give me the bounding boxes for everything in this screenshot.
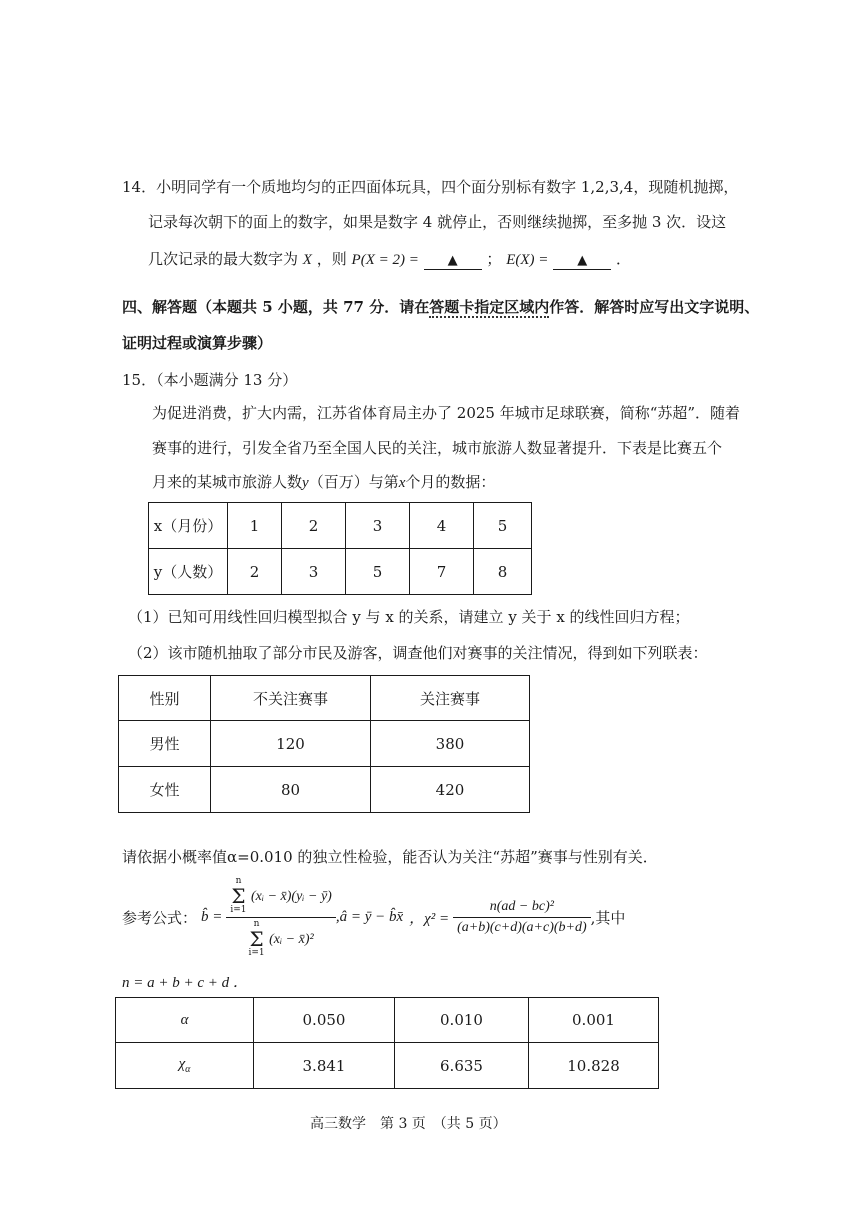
table-cell: 8 [474, 549, 532, 595]
table-cell: 2 [282, 503, 346, 549]
table-row-alpha [116, 998, 659, 1043]
table-cell: x（月份） [149, 503, 228, 549]
critical-value-table [115, 997, 659, 1089]
q14-p-expr: P(X = 2) = [351, 252, 419, 268]
sum-bottom: i=1 [248, 947, 265, 958]
table-header-cell: 关注赛事 [371, 676, 530, 721]
q15-part1: （1）已知可用线性回归模型拟合 y 与 x 的关系，请建立 y 关于 x 的线性回归方程； [128, 608, 690, 626]
table-cell: 2 [228, 549, 282, 595]
table-cell: 380 [371, 721, 530, 767]
section4-line1 [122, 296, 759, 317]
reference-formulas [122, 875, 626, 958]
q15-p2: 赛事的进行，引发全省乃至全国人民的关注，城市旅游人数显著提升．下表是比赛五个 [152, 439, 723, 457]
table-cell: 男性 [119, 721, 211, 767]
table-cell: 3 [282, 549, 346, 595]
sum-symbol [230, 877, 246, 915]
q14-var-x: X [302, 252, 312, 268]
b-hat-fraction [226, 877, 335, 958]
ref-label: 参考公式： [122, 908, 198, 927]
table-cell: α [116, 998, 254, 1043]
table-cell: 6.635 [395, 1043, 529, 1089]
table-row-chi [116, 1043, 659, 1089]
table-cell: y（人数） [149, 549, 228, 595]
table-cell: 5 [346, 549, 410, 595]
b-numerator [226, 877, 335, 918]
q14-line2: 记录每次朝下的面上的数字，如果是数字 4 就停止，否则继续抛掷，至多抛 3 次．设这 [148, 213, 727, 231]
q15-p3-x: x [398, 475, 406, 491]
q15-p3-c: 个月的数据： [405, 473, 496, 491]
section4-line1-a: 四、解答题（本题共 5 小题，共 77 分．请在 [122, 298, 430, 316]
sigma-glyph: Σ [231, 883, 246, 908]
q14-end: ． [615, 250, 631, 268]
table-cell: 4 [410, 503, 474, 549]
table-cell: 10.828 [529, 1043, 659, 1089]
sum-bottom: i=1 [230, 904, 247, 915]
table-cell: 1 [228, 503, 282, 549]
independence-test-line: 请依据小概率值α=0.010 的独立性检验，能否认为关注“苏超”赛事与性别有关． [122, 848, 658, 866]
qizhong: ,其中 [590, 908, 626, 927]
q14-line3 [148, 248, 631, 270]
table-cell: 0.050 [254, 998, 395, 1043]
a-hat: ,â = ȳ − b̂x̄ [335, 908, 404, 925]
table-cell: 80 [211, 767, 371, 813]
section4-line1-c: 作答．解答时应写出文字说明、 [549, 298, 760, 316]
table-cell: 3 [346, 503, 410, 549]
b-hat: b̂ = [201, 908, 223, 925]
q15-part2: （2）该市随机抽取了部分市民及游客，调查他们对赛事的关注情况，得到如下列联表： [128, 644, 708, 662]
chi-denominator: (a+b)(c+d)(a+c)(b+d) [457, 919, 587, 935]
table-cell: 5 [474, 503, 532, 549]
table-row-y [149, 549, 532, 595]
chi-subscript: α [185, 1064, 191, 1075]
table-cell: 0.010 [395, 998, 529, 1043]
table-row [119, 767, 530, 813]
table-cell: 3.841 [254, 1043, 395, 1089]
table-header-row [119, 676, 530, 721]
sigma-glyph: Σ [249, 926, 264, 951]
data-table-xy [148, 502, 532, 595]
q14-line1: 14．小明同学有一个质地均匀的正四面体玩具，四个面分别标有数字 1,2,3,4，现随机抛掷， [122, 178, 739, 196]
sum-top: n [235, 875, 242, 886]
q15-p3 [152, 471, 495, 492]
chi-numerator: n(ad − bc)² [453, 899, 591, 918]
contingency-table [118, 675, 530, 813]
q15-p3-a: 月来的某城市旅游人数 [152, 473, 303, 491]
table-cell: 0.001 [529, 998, 659, 1043]
sum-symbol [248, 920, 264, 958]
section4-line2: 证明过程或演算步骤） [122, 334, 273, 352]
b-denominator-expr: (xᵢ − x̄)² [269, 931, 314, 947]
q14-line3-a: 几次记录的最大数字为 [148, 250, 299, 268]
q14-line3-b: ，则 [316, 250, 347, 268]
page-footer: 高三数学 第 3 页 （共 5 页） [310, 1116, 507, 1132]
table-header-cell: 性别 [119, 676, 211, 721]
q15-header: 15．（本小题满分 13 分） [122, 371, 298, 389]
table-cell: 420 [371, 767, 530, 813]
answer-blank-2: ▲ [553, 253, 611, 270]
q14-sep: ； [486, 250, 502, 268]
table-cell: 女性 [119, 767, 211, 813]
q15-p1: 为促进消费，扩大内需，江苏省体育局主办了 2025 年城市足球联赛，简称“苏超”．随着 [152, 404, 741, 422]
b-numerator-expr: (xᵢ − x̄)(yᵢ − ȳ) [251, 888, 332, 904]
answer-blank-1: ▲ [424, 253, 482, 270]
chi-symbol: χ [178, 1056, 186, 1072]
b-denominator [226, 918, 335, 958]
table-cell: 7 [410, 549, 474, 595]
chi-lhs: ，χ² = [409, 910, 450, 927]
table-row-x [149, 503, 532, 549]
table-cell: 120 [211, 721, 371, 767]
table-row [119, 721, 530, 767]
chi-fraction [453, 899, 591, 936]
sum-top: n [253, 918, 260, 929]
q14-e-expr: E(X) = [506, 252, 549, 268]
table-cell [116, 1043, 254, 1089]
q15-p3-y: y [302, 475, 309, 491]
n-definition: n = a + b + c + d ． [122, 975, 248, 991]
section4-line1-b: 答题卡指定区域内 [429, 298, 550, 316]
q15-p3-b: （百万）与第 [308, 473, 399, 491]
table-header-cell: 不关注赛事 [211, 676, 371, 721]
